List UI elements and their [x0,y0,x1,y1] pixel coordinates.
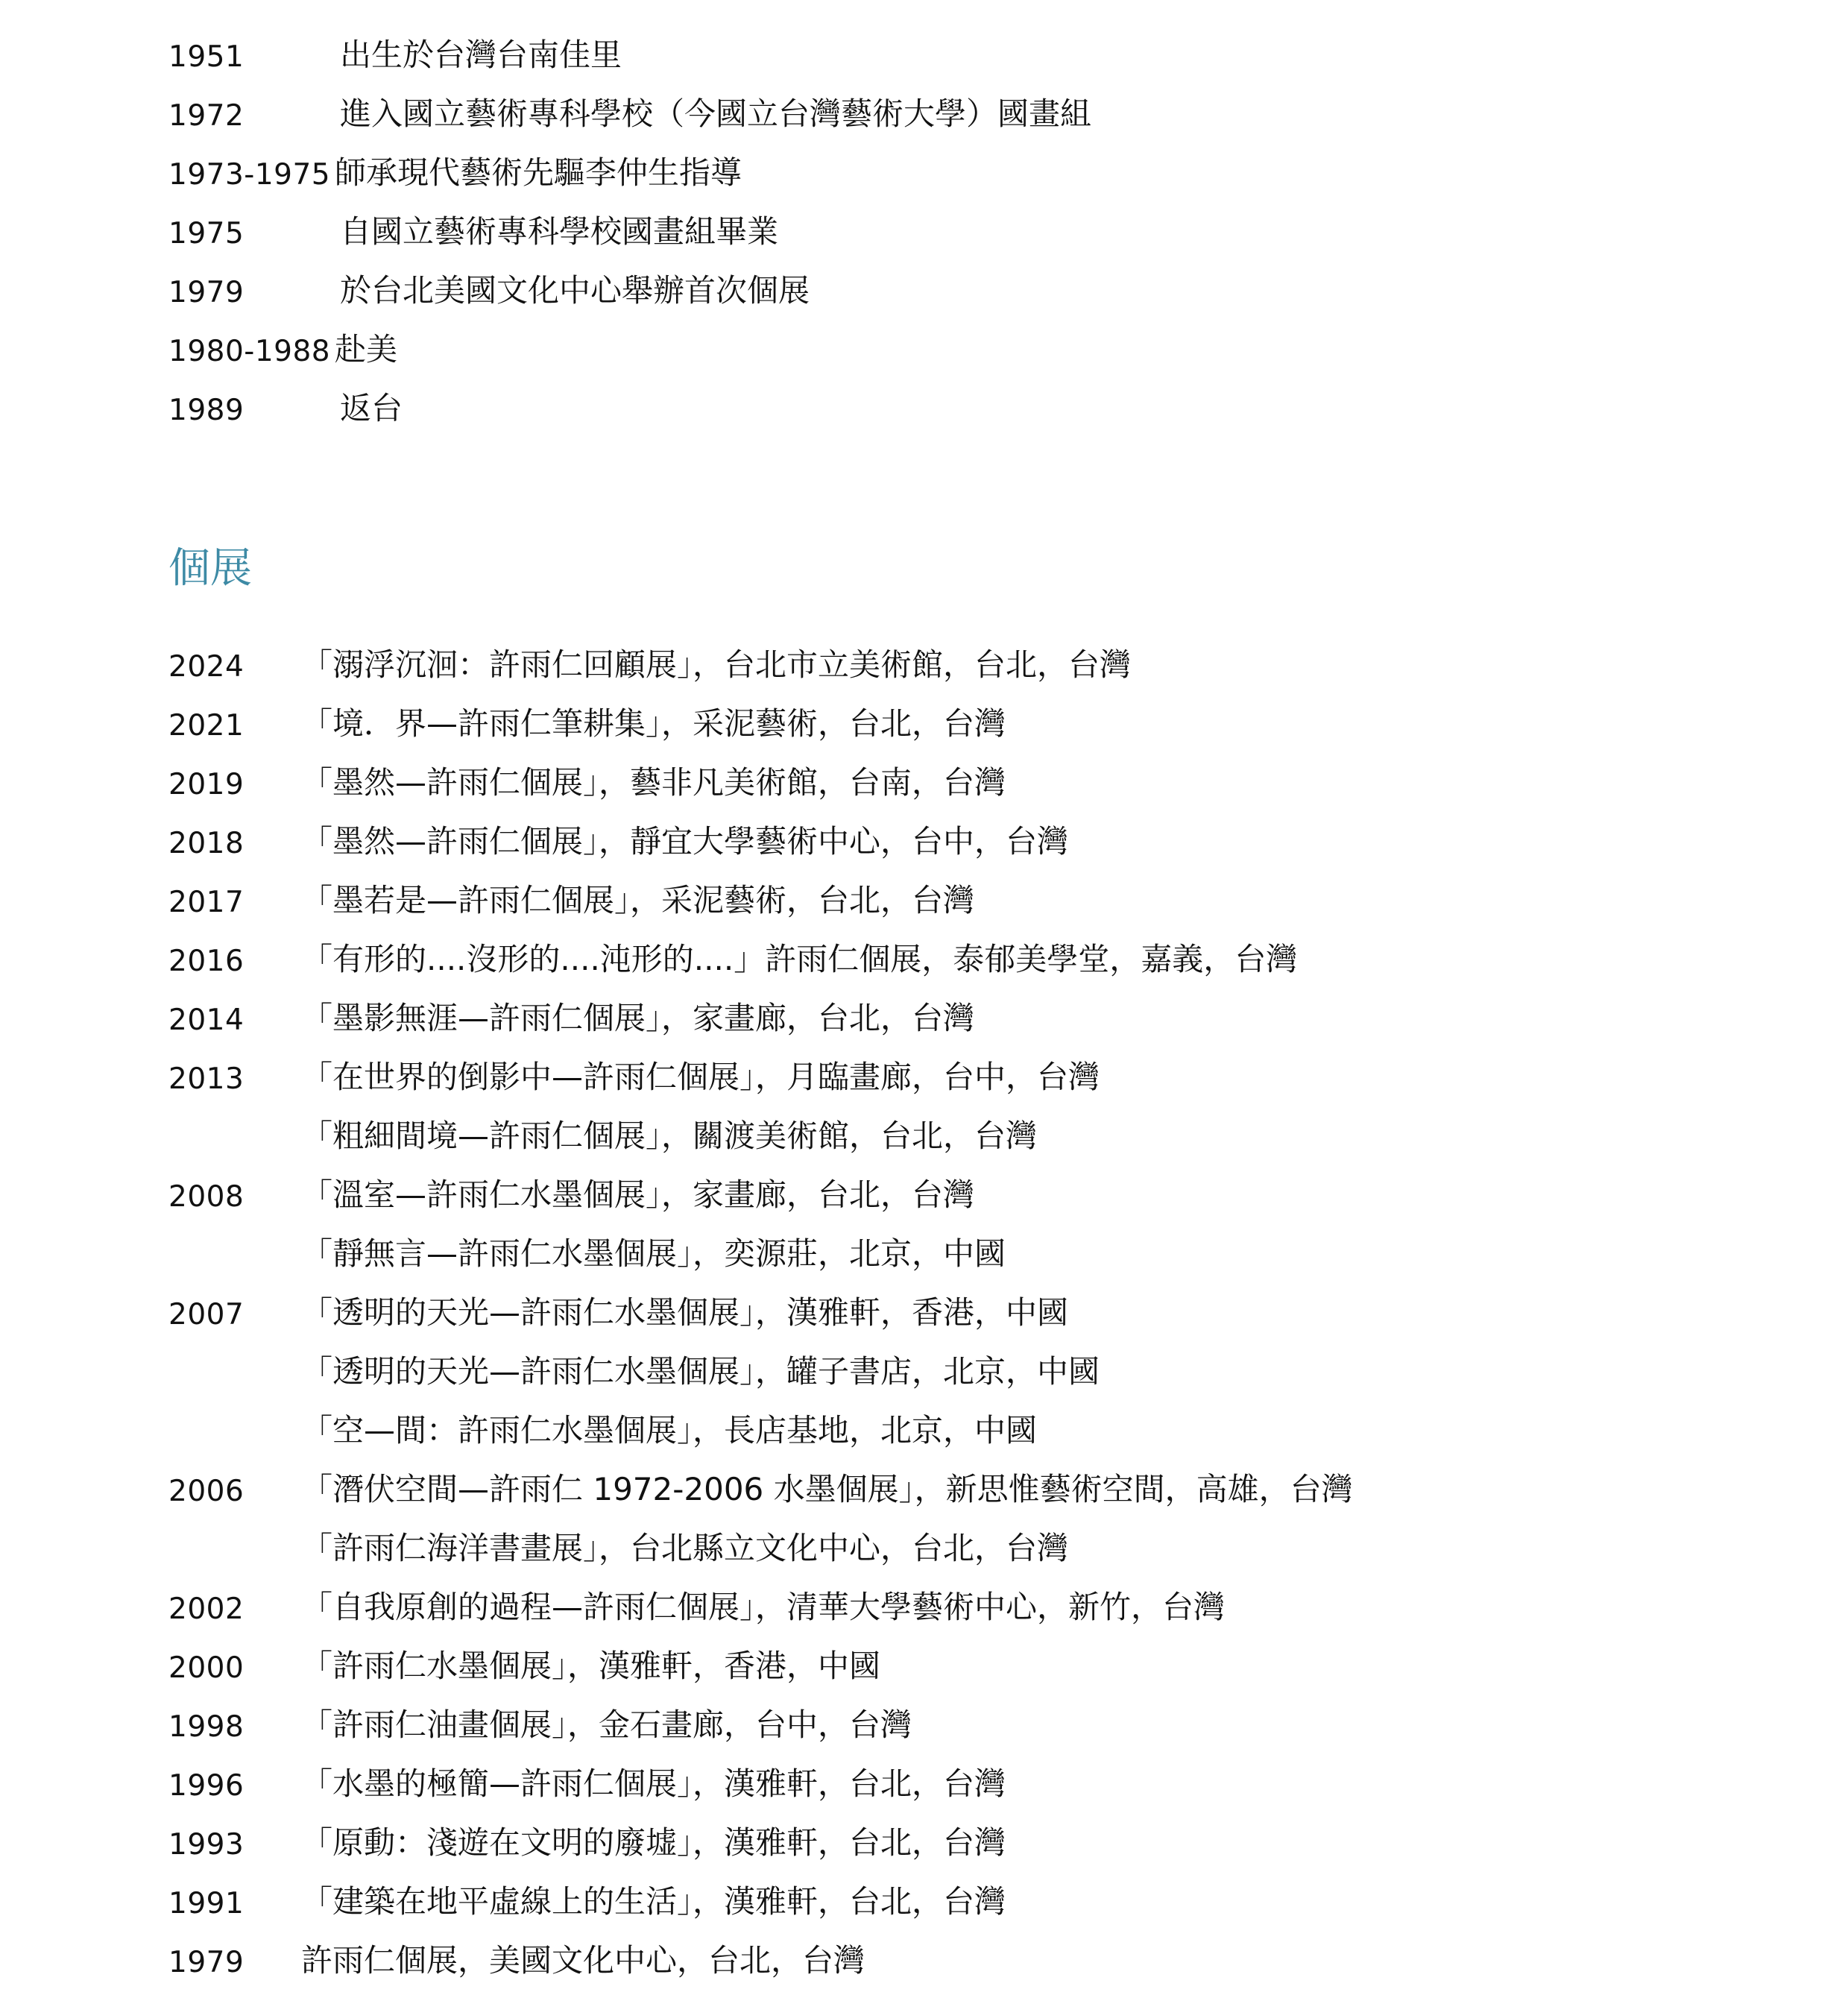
exhibition-text: 「墨影無涯—許雨仁個展」，家畫廊，台北，台灣 [301,1000,975,1036]
exhibition-year: 2014 [168,1003,245,1037]
exhibition-text: 「水墨的極簡—許雨仁個展」，漢雅軒，台北，台灣 [301,1765,1006,1802]
biography-text: 返台 [340,390,403,426]
biography-year: 1975 [168,217,245,250]
biography-year: 1989 [168,394,245,427]
exhibition-text: 「有形的....沒形的....沌形的....」許雨仁個展，泰郁美學堂，嘉義，台灣 [301,941,1298,977]
biography-year: 1973-1975 [168,158,331,192]
exhibition-row [0,638,1848,697]
exhibition-text: 「自我原創的過程—許雨仁個展」，清華大學藝術中心，新竹，台灣 [301,1589,1226,1625]
exhibition-row [0,1345,1848,1404]
biography-text: 師承現代藝術先驅李仲生指導 [335,154,742,191]
exhibition-text: 「靜無言—許雨仁水墨個展」，奕源莊，北京，中國 [301,1235,1006,1272]
exhibition-year: 2021 [168,709,245,743]
biography-row [0,264,1848,323]
exhibition-year: 2008 [168,1180,245,1214]
exhibition-row [0,815,1848,874]
exhibition-text: 「溫室—許雨仁水墨個展」，家畫廊，台北，台灣 [301,1176,975,1213]
biography-year: 1951 [168,40,245,74]
exhibition-row [0,1050,1848,1109]
exhibition-row [0,992,1848,1050]
exhibition-year: 2000 [168,1651,245,1685]
exhibition-text: 「境．界—許雨仁筆耕集」，采泥藝術，台北，台灣 [301,705,1006,742]
exhibition-row [0,1639,1848,1698]
exhibition-year: 2019 [168,768,245,801]
exhibition-text: 「許雨仁油畫個展」，金石畫廊，台中，台灣 [301,1706,912,1743]
biography-row [0,28,1848,87]
biography-row [0,323,1848,382]
exhibition-row [0,1522,1848,1580]
section-title-solo-exhibitions: 個展 [168,544,252,593]
exhibition-year: 2006 [168,1475,245,1508]
biography-year: 1979 [168,276,245,309]
exhibition-year: 2017 [168,886,245,919]
exhibition-text: 「溺浮沉洄：許雨仁回顧展」，台北市立美術館，台北，台灣 [301,646,1132,683]
exhibition-text: 許雨仁個展，美國文化中心，台北，台灣 [301,1942,865,1979]
exhibition-row [0,697,1848,756]
exhibition-year: 1979 [168,1946,245,1979]
exhibition-year: 1998 [168,1710,245,1744]
exhibition-year: 1991 [168,1887,245,1920]
biography-row [0,382,1848,441]
exhibition-year: 2024 [168,650,245,684]
exhibition-text: 「許雨仁水墨個展」，漢雅軒，香港，中國 [301,1648,881,1684]
exhibition-row [0,1580,1848,1639]
biography-year: 1980-1988 [168,335,331,368]
biography-text: 自國立藝術專科學校國畫組畢業 [340,213,779,250]
exhibition-text: 「建築在地平虛線上的生活」，漢雅軒，台北，台灣 [301,1883,1006,1920]
exhibition-text: 「墨然—許雨仁個展」，靜宜大學藝術中心，台中，台灣 [301,823,1069,860]
exhibition-row [0,1934,1848,1993]
exhibition-row [0,1404,1848,1463]
exhibition-text: 「空—間：許雨仁水墨個展」，長店基地，北京，中國 [301,1412,1038,1449]
exhibition-row [0,874,1848,933]
exhibition-row [0,756,1848,815]
biography-row [0,146,1848,205]
exhibition-year: 2013 [168,1062,245,1096]
exhibition-text: 「透明的天光—許雨仁水墨個展」，罐子書店，北京，中國 [301,1353,1100,1390]
exhibition-text: 「許雨仁海洋書畫展」，台北縣立文化中心，台北，台灣 [301,1530,1069,1566]
exhibition-row [0,1875,1848,1934]
biography-year: 1972 [168,99,245,133]
exhibition-row [0,1816,1848,1875]
exhibition-text: 「透明的天光—許雨仁水墨個展」，漢雅軒，香港，中國 [301,1294,1069,1331]
exhibition-row [0,1286,1848,1345]
exhibition-text: 「粗細間境—許雨仁個展」，關渡美術館，台北，台灣 [301,1118,1038,1154]
biography-row [0,205,1848,264]
exhibition-row [0,1698,1848,1757]
biography-text: 赴美 [335,331,398,368]
exhibition-text: 「墨若是—許雨仁個展」，采泥藝術，台北，台灣 [301,882,975,918]
exhibition-text: 「在世界的倒影中—許雨仁個展」，月臨畫廊，台中，台灣 [301,1059,1100,1095]
exhibition-year: 2002 [168,1592,245,1626]
exhibition-row [0,1109,1848,1168]
exhibition-text: 「墨然—許雨仁個展」，藝非凡美術館，台南，台灣 [301,764,1006,801]
biography-text: 出生於台灣台南佳里 [340,37,622,73]
exhibition-row [0,1463,1848,1522]
exhibition-year: 1996 [168,1769,245,1803]
biography-text: 進入國立藝術專科學校（今國立台灣藝術大學）國畫組 [340,95,1092,132]
exhibition-year: 1993 [168,1828,245,1862]
biography-text: 於台北美國文化中心舉辦首次個展 [340,272,810,309]
exhibition-row [0,1757,1848,1816]
exhibition-text: 「原動：淺遊在文明的廢墟」，漢雅軒，台北，台灣 [301,1824,1006,1861]
exhibition-row [0,1168,1848,1227]
exhibition-year: 2016 [168,945,245,978]
exhibition-row [0,933,1848,992]
exhibition-year: 2018 [168,827,245,860]
biography-row [0,87,1848,146]
exhibition-text: 「潛伏空間—許雨仁 1972-2006 水墨個展」，新思惟藝術空間，高雄，台灣 [301,1471,1353,1507]
exhibition-year: 2007 [168,1298,245,1331]
exhibition-row [0,1227,1848,1286]
